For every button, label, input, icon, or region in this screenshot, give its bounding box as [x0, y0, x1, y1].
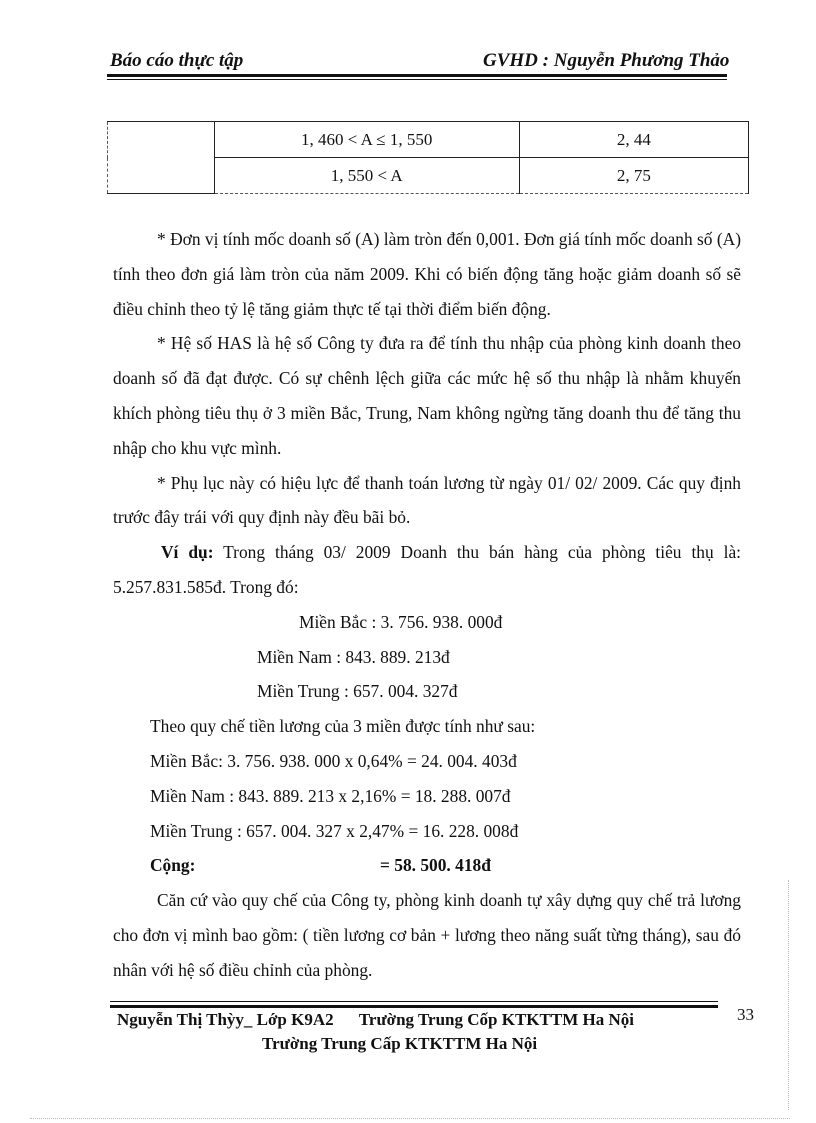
header-right: GVHD : Nguyễn Phương Thảo	[483, 50, 730, 71]
header-rule-thin	[107, 79, 727, 80]
total-value: = 58. 500. 418đ	[380, 855, 491, 876]
paragraph-has: * Hệ số HAS là hệ số Công ty đưa ra để tính thu nhập của phòng kinh doanh theo doanh số đã đạt được. Có sự chênh lệch giữa các mức hệ số thu nhập là nhằm khuyến khích phòng tiêu thụ ở 3 miền Bắc, Trung, Nam không ngừng tăng doanh thu để tăng thu nhập cho khu vực mình.	[113, 333, 741, 458]
calc-mien-bac: Miền Bắc: 3. 756. 938. 000 x 0,64% = 24. 004. 403đ	[150, 750, 517, 771]
header-rule-thick	[107, 74, 727, 77]
total-label: Cộng:	[150, 855, 196, 876]
calc-mien-nam: Miền Nam : 843. 889. 213 x 2,16% = 18. 288. 007đ	[150, 785, 511, 806]
revenue-mien-bac: Miền Bắc : 3. 756. 938. 000đ	[299, 611, 503, 632]
header-left: Báo cáo thực tập	[110, 50, 244, 71]
table-cell-value: 2, 75	[519, 158, 748, 194]
footer-author-school: Nguyễn Thị Thỳy_ Lớp K9A2 Trường Trung Cốp KTKTTM Ha Nội	[117, 1010, 634, 1029]
calc-mien-trung: Miền Trung : 657. 004. 327 x 2,47% = 16. 228. 008đ	[150, 820, 519, 841]
total-row	[113, 848, 741, 883]
paragraph-appendix: * Phụ lục này có hiệu lực để thanh toán lương từ ngày 01/ 02/ 2009. Các quy định trước đây trái với quy định này đều bãi bỏ.	[113, 472, 741, 528]
table-cell-range: 1, 550 < A	[214, 158, 519, 194]
footer-rule-thick	[110, 1005, 718, 1008]
example-label: Ví dụ:	[161, 542, 214, 563]
paragraph-conclusion: Căn cứ vào quy chế của Công ty, phòng kinh doanh tự xây dựng quy chế trả lương cho đơn vị mình bao gồm: ( tiền lương cơ bản + lương theo năng suất từng tháng), sau đó nhân với hệ số điều chỉnh của phòng.	[113, 890, 741, 980]
page-number: 33	[737, 1005, 754, 1024]
example-text: Trong tháng 03/ 2009 Doanh thu bán hàng của phòng tiêu thụ là: 5.257.831.585đ. Trong đó:	[113, 542, 742, 597]
revenue-mien-nam: Miền Nam : 843. 889. 213đ	[257, 646, 450, 667]
coefficient-table	[107, 121, 749, 194]
page-edge-dotted-bottom	[30, 1118, 790, 1119]
table-cell-range: 1, 460 < A ≤ 1, 550	[214, 122, 519, 158]
table-cell-value: 2, 44	[519, 122, 748, 158]
footer-school: Trường Trung Cấp KTKTTM Ha Nội	[262, 1034, 538, 1053]
footer-rule-thin	[110, 1001, 718, 1002]
page-edge-dotted-right	[788, 880, 789, 1110]
paragraph-example	[113, 535, 741, 605]
body-text	[113, 222, 741, 988]
rule-intro: Theo quy chế tiền lương của 3 miền được tính như sau:	[150, 716, 536, 737]
table-cell-empty	[108, 122, 215, 194]
table-row	[108, 122, 749, 158]
paragraph-unit: * Đơn vị tính mốc doanh số (A) làm tròn đến 0,001. Đơn giá tính mốc doanh số (A) tính theo đơn giá làm tròn của năm 2009. Khi có biến động tăng hoặc giảm doanh số sẽ điều chỉnh theo tỷ lệ tăng giảm thực tế tại thời điểm biến động.	[113, 229, 741, 319]
revenue-mien-trung: Miền Trung : 657. 004. 327đ	[257, 681, 458, 702]
